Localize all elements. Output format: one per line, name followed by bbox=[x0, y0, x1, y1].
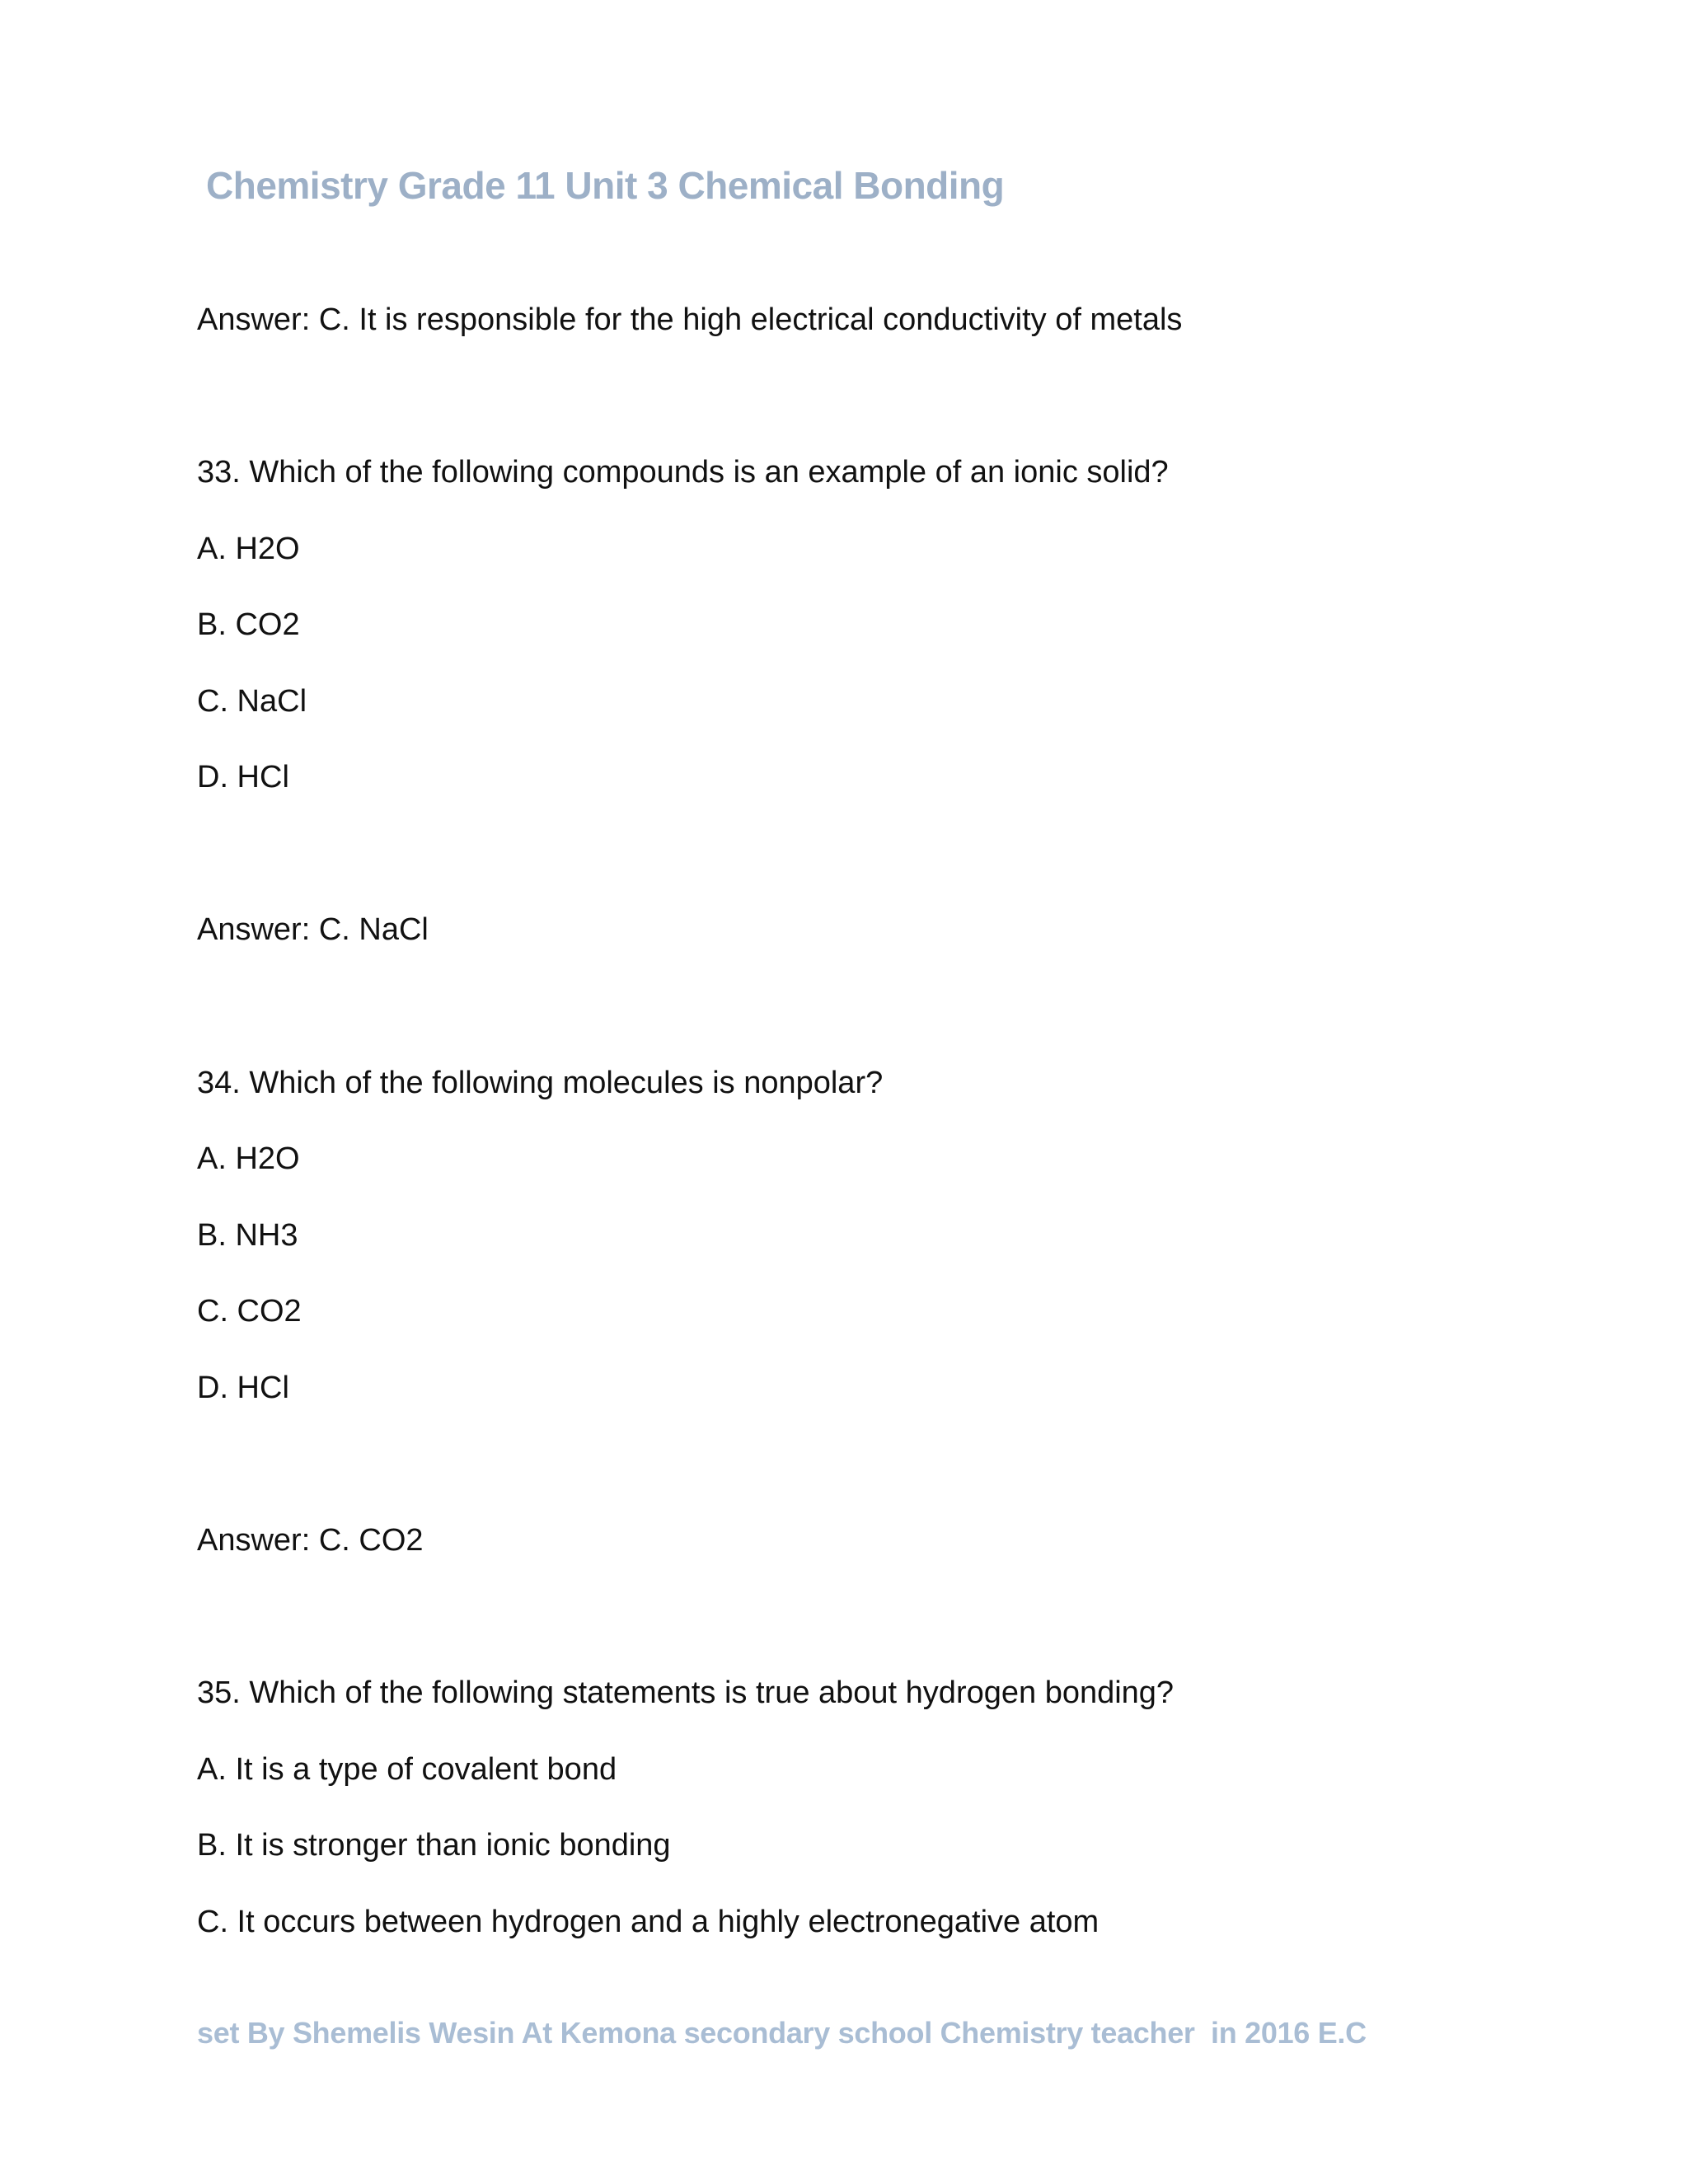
question-35: 35. Which of the following statements is true about hydrogen bonding? bbox=[197, 1675, 1175, 1710]
option-33-d: D. HCl bbox=[197, 760, 289, 794]
answer-32: Answer: C. It is responsible for the high electrical conductivity of metals bbox=[197, 302, 1183, 337]
question-33: 33. Which of the following compounds is an example of an ionic solid? bbox=[197, 455, 1169, 490]
option-33-a: A. H2O bbox=[197, 532, 300, 566]
footer-credit: set By Shemelis Wesin At Kemona secondary school Chemistry teacher in 2016 E.C bbox=[197, 2016, 1367, 2050]
option-35-a: A. It is a type of covalent bond bbox=[197, 1752, 617, 1787]
option-34-b: B. NH3 bbox=[197, 1218, 298, 1253]
option-35-c: C. It occurs between hydrogen and a highly electronegative atom bbox=[197, 1905, 1100, 1939]
answer-33: Answer: C. NaCl bbox=[197, 912, 429, 947]
page-title: Chemistry Grade 11 Unit 3 Chemical Bonding bbox=[206, 164, 1005, 207]
option-34-a: A. H2O bbox=[197, 1141, 300, 1176]
option-35-b: B. It is stronger than ionic bonding bbox=[197, 1828, 671, 1863]
question-34: 34. Which of the following molecules is nonpolar? bbox=[197, 1066, 884, 1100]
option-33-c: C. NaCl bbox=[197, 684, 307, 719]
option-34-d: D. HCl bbox=[197, 1371, 289, 1405]
answer-34: Answer: C. CO2 bbox=[197, 1523, 424, 1558]
option-33-b: B. CO2 bbox=[197, 607, 300, 642]
option-34-c: C. CO2 bbox=[197, 1294, 302, 1329]
